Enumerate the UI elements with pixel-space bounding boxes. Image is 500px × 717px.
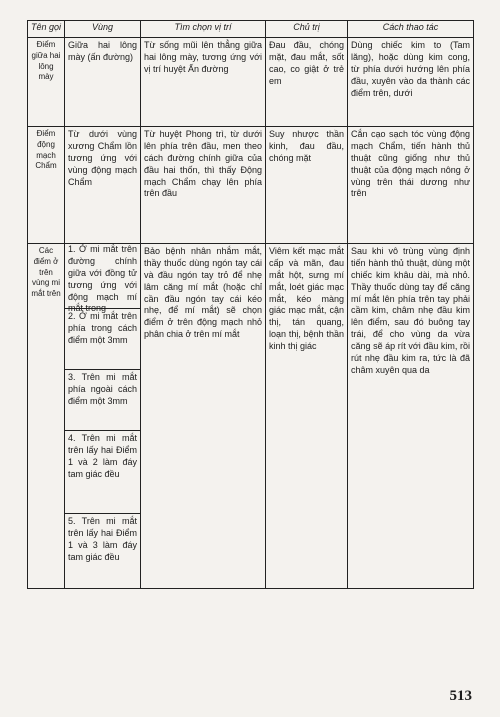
table-row bbox=[28, 38, 474, 127]
procedure-cell: Sau khi vô trùng vùng định tiến hành thủ thuật, dùng một chiếc kim khâu dài, mà nhỏ. Thầy thuốc dùng tay để căng mí mắt lên phía trên tay phải cầm kim, châm nhẹ đầu kim lên điểm, sau đó buông tay trái, để cho vùng da vừa căng sẽ áp rít với đầu kim, rồi rút nhẹ đầu kim ra, tức là đã châm xuyên qua da bbox=[348, 244, 474, 589]
indication-cell: Đau đầu, chóng mặt, đau mắt, sốt cao, co giật ở trẻ em bbox=[266, 38, 348, 127]
procedure-cell: Cắn cạo sạch tóc vùng động mạch Chẩm, tiến hành thủ thuật cũng giống như thủ thuật của động mạch nông ở vùng trên thái dương như trên bbox=[348, 127, 474, 244]
header-location: Tìm chọn vị trí bbox=[141, 21, 266, 38]
table-row bbox=[28, 244, 474, 589]
header-zone: Vùng bbox=[65, 21, 141, 38]
location-cell: Từ huyệt Phong trì, từ dưới lên phía trên đầu, men theo cách đường chính giữa của đầu hai thốn, thì thấy Động mạch Chẩm chạy lên phía trên đầu bbox=[141, 127, 266, 244]
point-name: Điểm động mạch Chẩm bbox=[28, 127, 65, 244]
table-row bbox=[28, 127, 474, 244]
sub-zone-item: 2. Ở mi mắt trên phía trong cách điểm một 3mm bbox=[65, 308, 140, 369]
sub-zone-list bbox=[68, 244, 137, 588]
point-name: Các điểm ở trên vùng mi mắt trên bbox=[28, 244, 65, 589]
zone-cell bbox=[65, 244, 141, 589]
location-cell: Bảo bệnh nhân nhắm mắt, thầy thuốc dùng ngón tay cái và đầu ngón tay trỏ để nhẹ lâm căng mí mắt (hoặc chỉ cần đầu ngón tay cái kéo nhẹ, để mí mắt) sẽ chọn điểm ở trên động mạch nhỏ phân chia ở trên mí mắt bbox=[141, 244, 266, 589]
sub-zone-item: 1. Ở mi mắt trên đường chính giữa với đồng tử tương ứng với động mạch mí mắt trong bbox=[68, 244, 137, 314]
procedure-cell: Dùng chiếc kim to (Tam lăng), hoặc dùng kim cong, từ phía dưới hướng lên phía đầu, xuyên vào da thành các điểm trên, dưới bbox=[348, 38, 474, 127]
zone-cell: Từ dưới vùng xương Chẩm lồn tương ứng với vùng động mạch Chẩm bbox=[65, 127, 141, 244]
sub-zone-item: 4. Trên mi mắt trên lấy hai Điểm 1 và 2 làm đáy tam giác đều bbox=[65, 430, 140, 513]
table-header-row bbox=[28, 21, 474, 38]
zone-cell: Giữa hai lông mày (ấn đường) bbox=[65, 38, 141, 127]
header-name: Tên gọi bbox=[28, 21, 65, 38]
header-procedure: Cách thao tác bbox=[348, 21, 474, 38]
indication-cell: Viêm kết mạc mắt cấp và mãn, đau mắt hột, sưng mí mắt, loét giác mạc mắt, kéo màng giác mạc mắt, cận thị, tán quang, loạn thị, bệnh thần kinh thị giác bbox=[266, 244, 348, 589]
treatment-table bbox=[27, 20, 474, 589]
location-cell: Từ sống mũi lên thẳng giữa hai lông mày, tương ứng với vị trí huyệt Ấn đường bbox=[141, 38, 266, 127]
point-name: Điểm giữa hai lông mày bbox=[28, 38, 65, 127]
indication-cell: Suy nhược thần kinh, đau đầu, chóng mặt bbox=[266, 127, 348, 244]
page-number: 513 bbox=[449, 688, 472, 704]
header-indication: Chủ trị bbox=[266, 21, 348, 38]
sub-zone-item: 5. Trên mi mắt trên lấy hai Điểm 1 và 3 làm đáy tam giác đều bbox=[65, 513, 140, 588]
sub-zone-item: 3. Trên mi mắt phía ngoài cách điểm một 3mm bbox=[65, 369, 140, 430]
